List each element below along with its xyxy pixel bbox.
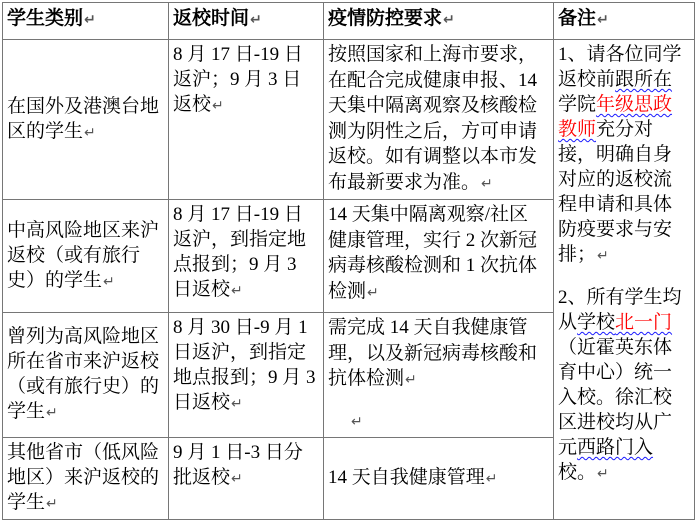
paragraph-mark-icon: ↵ — [597, 466, 609, 482]
paragraph-mark-icon: ↵ — [46, 405, 58, 421]
cell-time-medium-high-risk: 8 月 17 日-19 日返沪，到指定地点报到；9 月 3 日返校↵ — [169, 200, 324, 313]
col-header-remarks — [554, 3, 695, 40]
table-row-overseas-students — [3, 40, 695, 200]
header-label: 返校时间 — [173, 8, 250, 29]
paragraph-mark-icon: ↵ — [351, 413, 363, 430]
paragraph-mark-icon: ↵ — [46, 496, 58, 512]
cell-remarks-merged — [554, 40, 695, 520]
paragraph-mark-icon: ↵ — [367, 284, 379, 301]
cell-time-former-high-risk: 8 月 30 日-9 月 1 日返沪，到指定地点报到；9 月 3 日返校↵ — [169, 313, 324, 438]
cell-time-other-provinces: 9 月 1 日-3 日分批返校↵ — [169, 438, 324, 520]
paragraph-mark-icon: ↵ — [231, 283, 243, 299]
paragraph-mark-icon: ↵ — [481, 175, 493, 192]
paragraph-mark-icon: ↵ — [84, 12, 96, 28]
cell-category-overseas: 在国外及港澳台地区的学生↵ — [3, 40, 169, 200]
cell-requirement-former-high-risk: 需完成 14 天自我健康管理，以及新冠病毒核酸和抗体检测↵ ↵ — [324, 313, 554, 438]
header-label: 疫情防控要求 — [328, 8, 443, 29]
empty-paragraph — [328, 408, 546, 436]
paragraph-mark-icon: ↵ — [231, 471, 243, 487]
paragraph-mark-icon: ↵ — [405, 372, 417, 388]
col-header-return-time — [169, 3, 324, 40]
col-header-epidemic-requirements — [324, 3, 554, 40]
paragraph-mark-icon: ↵ — [485, 470, 498, 487]
header-row — [3, 3, 695, 40]
paragraph-mark-icon: ↵ — [212, 98, 224, 114]
remark-paragraph-2: 2、所有学生均从学校北一门（近霍英东体育中心）统一入校。徐汇校区进校均从广元西路门入校。↵ — [558, 287, 682, 483]
return-policy-table — [2, 2, 695, 520]
paragraph-mark-icon: ↵ — [597, 12, 609, 28]
paragraph-mark-icon: ↵ — [443, 12, 455, 28]
paragraph-mark-icon: ↵ — [231, 396, 243, 412]
paragraph-mark-icon: ↵ — [597, 248, 609, 264]
header-label: 学生类别 — [7, 8, 84, 29]
cell-requirement-medium-high-risk: 14 天集中隔离观察/社区健康管理，实行 2 次新冠病毒核酸检测和 1 次抗体检测↵ — [324, 200, 554, 313]
cell-time-overseas: 8 月 17 日-19 日返沪；9 月 3 日返校↵ — [169, 40, 324, 200]
header-label: 备注 — [558, 8, 597, 29]
cell-requirement-other-provinces: 14 天自我健康管理↵ — [324, 438, 554, 520]
cell-category-former-high-risk: 曾列为高风险地区所在省市来沪返校（或有旅行史）的学生↵ — [3, 313, 169, 438]
col-header-student-category — [3, 3, 169, 40]
cell-category-medium-high-risk: 中高风险地区来沪返校（或有旅行史）的学生↵ — [3, 200, 169, 313]
paragraph-mark-icon: ↵ — [84, 124, 96, 141]
cell-category-other-provinces: 其他省市（低风险地区）来沪返校的学生↵ — [3, 438, 169, 520]
paragraph-mark-icon: ↵ — [103, 273, 115, 290]
remark-paragraph-1: 1、请各位同学返校前跟所在学院年级思政教师充分对接，明确自身对应的返校流程申请和具体防疫要求与安排；↵ — [558, 44, 682, 265]
cell-requirement-overseas: 按照国家和上海市要求，在配合完成健康申报、14 天集中隔离观察及核酸检测为阴性之后，方可申请返校。如有调整以本市发布最新要求为准。↵ — [324, 40, 554, 200]
paragraph-mark-icon: ↵ — [250, 12, 262, 28]
